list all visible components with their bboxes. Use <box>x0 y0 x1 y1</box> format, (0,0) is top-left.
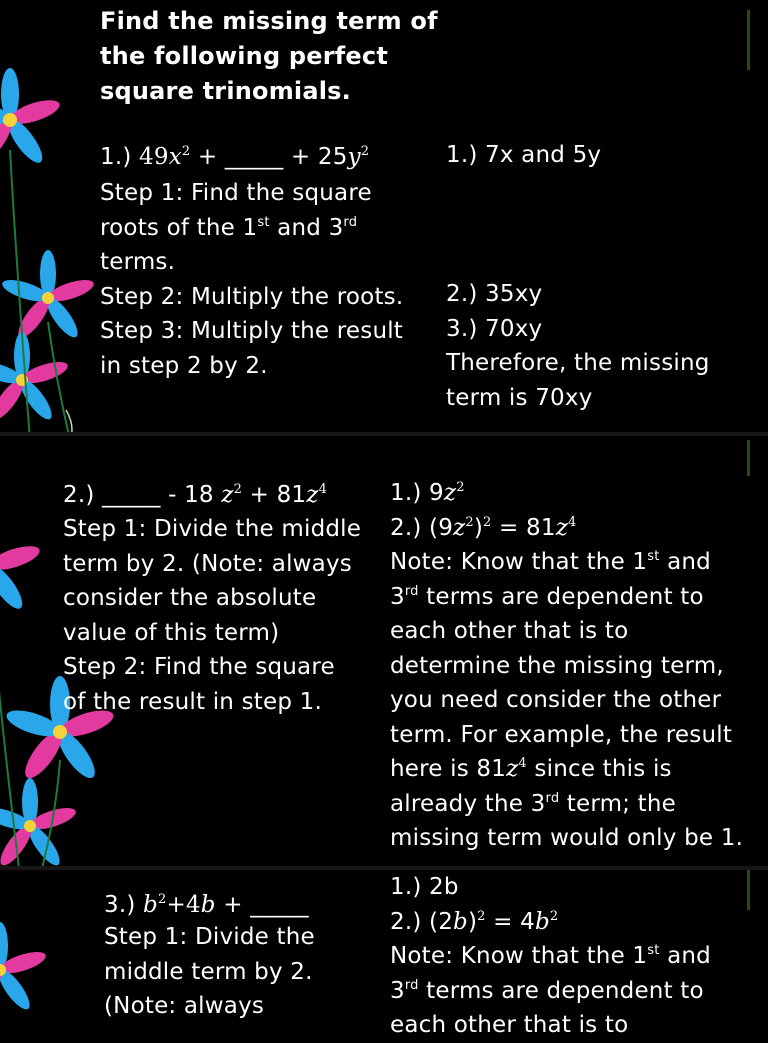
problem-2-steps: Step 1: Divide the middle term by 2. (Note: always consider the absolute value of this term) Step 2: Find the square of the result in step 1. <box>63 516 362 715</box>
flower-decoration-icon <box>0 930 50 1030</box>
problem-2: 2.) _____ - 18 $z^2 + 81z^4$ <box>63 482 328 508</box>
answer-2: 1.) $9z^2$ 2.) $(9z^2)^2 = 81z^4$ Note: Know that the 1st and 3rd terms are dependent to each other that is to determine the missing term, you need consider the other term. For example, the result here is $81z^4$ since this is already the 3rd term; the missing term would only be 1. <box>390 480 744 851</box>
problem-1: 1.) $49x^2$ + _____ + $25y^2$ <box>100 144 370 170</box>
slide-3 <box>0 870 768 1038</box>
answer-3: 1.) 2b 2.) $(2b)^2 = 4b^2$ Note: Know that the 1st and 3rd terms are dependent to each other that is to <box>390 874 711 1038</box>
answer-1-steps: 2.) 35xy 3.) 70xy Therefore, the missing term is 70xy <box>446 281 710 411</box>
slide-2 <box>0 436 768 866</box>
problem-3-steps: Step 1: Divide the middle term by 2. (Note: always <box>104 924 315 1019</box>
slide-1 <box>0 0 768 432</box>
problem-3: 3.) $b^2+4b$ + _____ <box>104 892 309 918</box>
flower-decoration-icon <box>0 60 90 440</box>
problem-1-steps: Step 1: Find the square roots of the 1st and 3rd terms. Step 2: Multiply the roots. Step 3: Multiply the result in step 2 by 2. <box>100 180 404 379</box>
answer-1-line-1: 1.) 7x and 5y <box>446 142 602 168</box>
edge-vine <box>747 10 750 70</box>
edge-vine <box>747 870 750 910</box>
page-title: Find the missing term of the following perfect square trinomials. <box>100 7 438 105</box>
edge-vine <box>747 440 750 476</box>
